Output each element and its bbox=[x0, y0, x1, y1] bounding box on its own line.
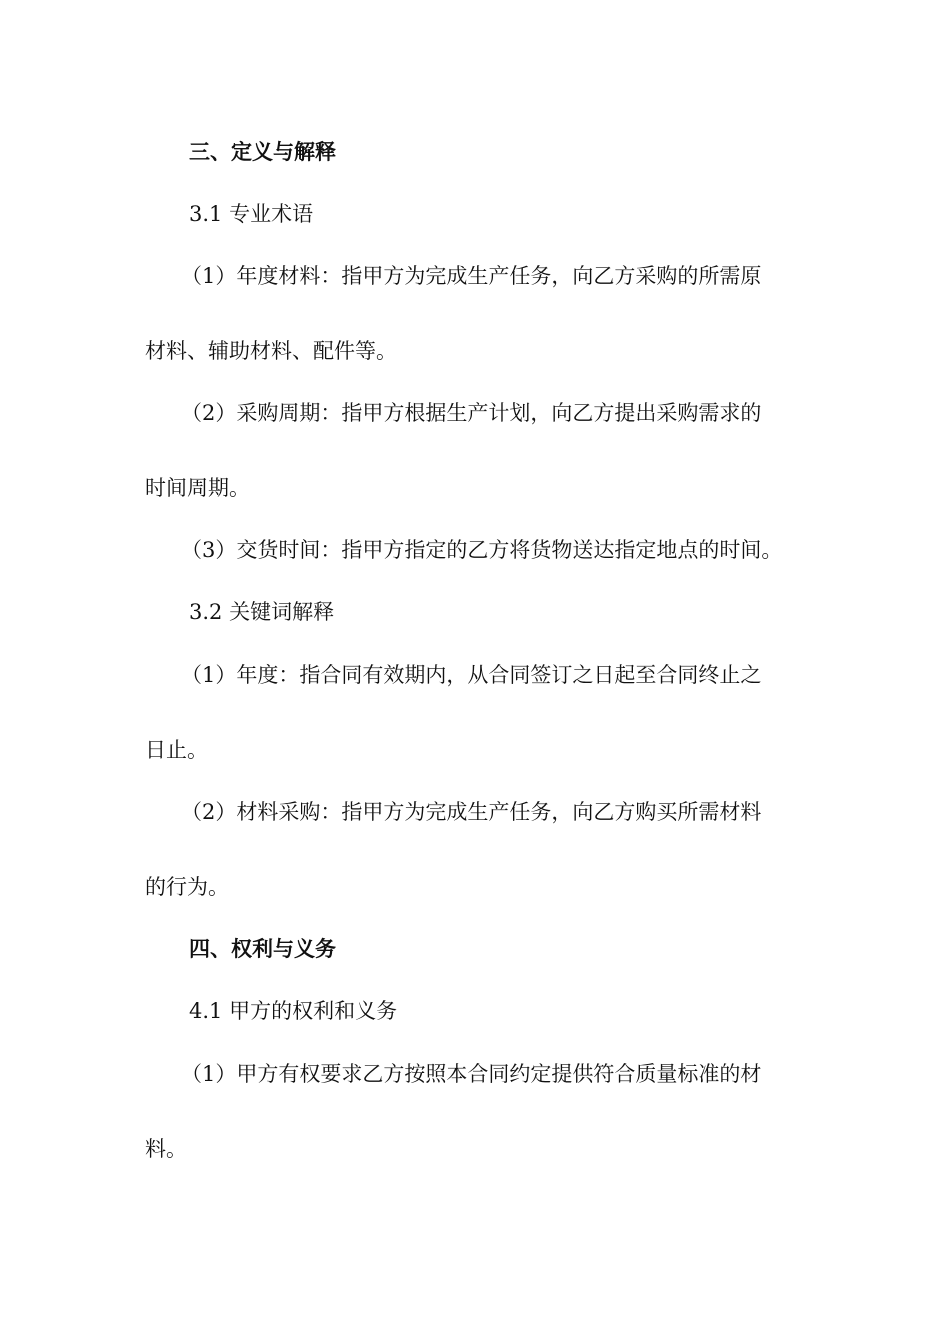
paragraph-line: （2）采购周期：指甲方根据生产计划，向乙方提出采购需求的 bbox=[181, 401, 762, 425]
paragraph-line: （2）材料采购：指甲方为完成生产任务，向乙方购买所需材料 bbox=[181, 800, 762, 824]
paragraph-line: （1）年度：指合同有效期内，从合同签订之日起至合同终止之 bbox=[181, 663, 762, 687]
paragraph-line: （1）甲方有权要求乙方按照本合同约定提供符合质量标准的材 bbox=[181, 1062, 762, 1086]
paragraph-line: （1）年度材料：指甲方为完成生产任务，向乙方采购的所需原 bbox=[181, 264, 762, 288]
paragraph-line: 时间周期。 bbox=[145, 476, 250, 500]
subsection-heading-3-2: 3.2 关键词解释 bbox=[189, 600, 335, 624]
paragraph-line: 料。 bbox=[145, 1137, 187, 1161]
paragraph-line: 日止。 bbox=[145, 738, 208, 762]
section-heading-4: 四、权利与义务 bbox=[189, 936, 336, 961]
paragraph-line: 的行为。 bbox=[145, 875, 229, 899]
paragraph-line: 材料、辅助材料、配件等。 bbox=[145, 339, 397, 363]
subsection-heading-4-1: 4.1 甲方的权利和义务 bbox=[189, 999, 398, 1023]
section-heading-3: 三、定义与解释 bbox=[189, 139, 336, 164]
subsection-heading-3-1: 3.1 专业术语 bbox=[189, 202, 314, 226]
paragraph-line: （3）交货时间：指甲方指定的乙方将货物送达指定地点的时间。 bbox=[181, 538, 783, 562]
